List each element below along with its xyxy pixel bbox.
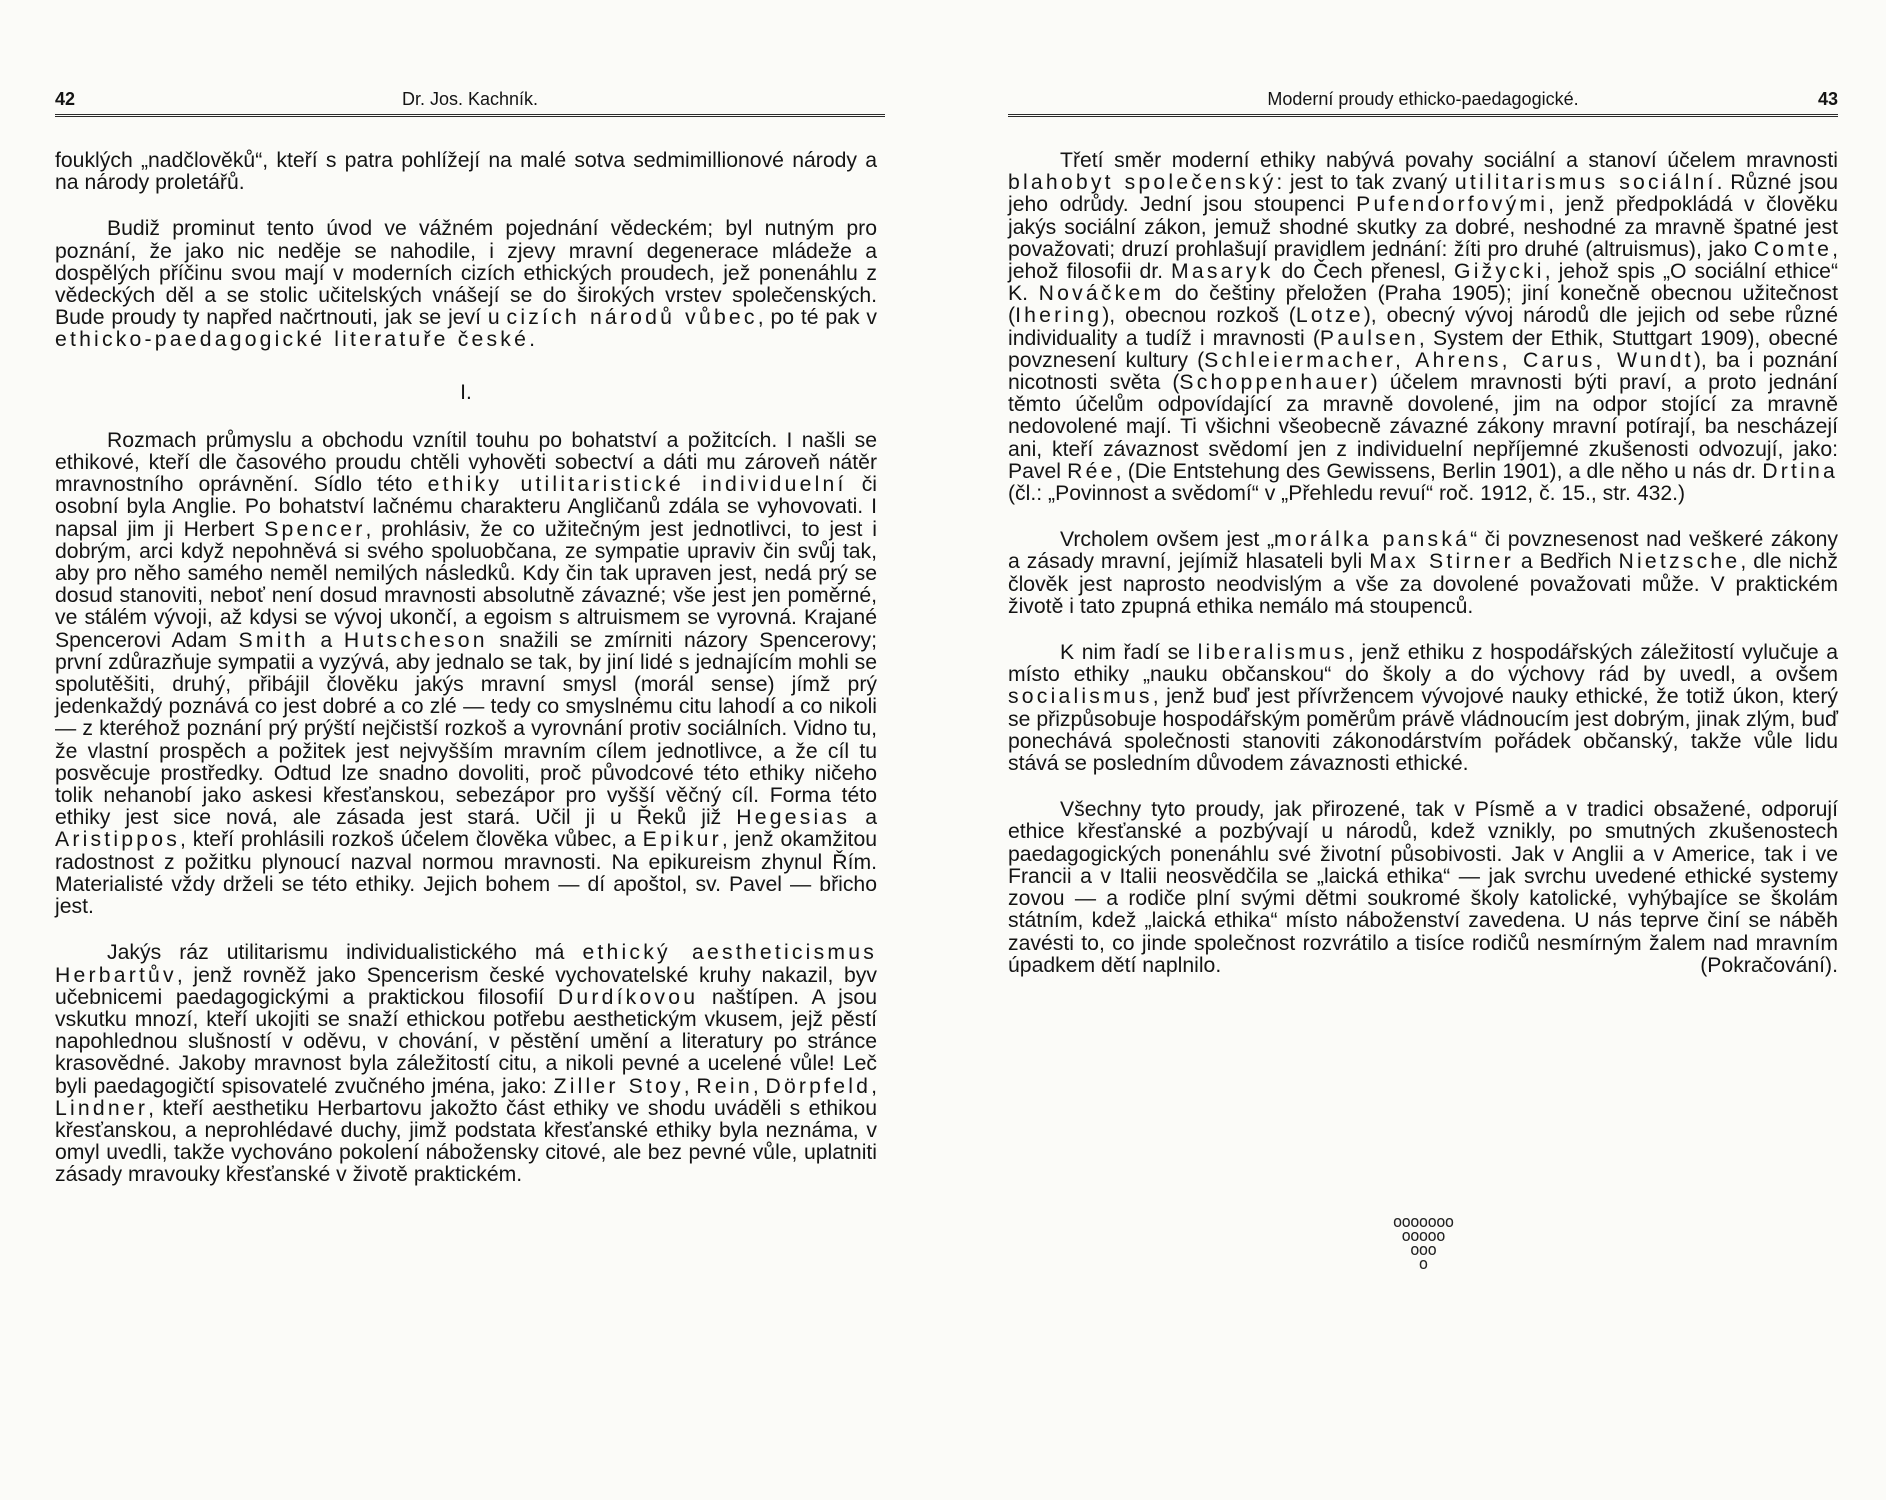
paragraph: K nim řadí se liberalismus, jenž ethiku z hospodářských záležitostí vylučuje a místo ethiky „nauku občanskou“ do školy a do výchovy rád by uvedl, a ovšem socialismus, jenž buď jest přívržencem vývojové nauky ethické, že totiž úkon, který se přizpůsobuje hospodářským poměrům právě vládnoucím jest dobrým, jinak zlým, buď ponechává společnosti stanoviti zákonodárstvím pořádek občanský, takže vůle lidu stává se posledním důvodem závaznosti ethické. xyxy=(1008,641,1838,776)
spaced-emphasis: Durdíkovou xyxy=(557,985,699,1009)
left-page xyxy=(55,0,905,1500)
spaced-emphasis: Nováčkem xyxy=(1038,282,1165,306)
running-title: Moderní proudy ethicko-paedagogické. xyxy=(1267,89,1579,109)
spaced-emphasis: Ziller Stoy xyxy=(553,1074,684,1098)
spaced-emphasis: Smith xyxy=(238,628,309,652)
spaced-emphasis: Pufendorfovými xyxy=(1356,193,1549,217)
spaced-emphasis: Rée xyxy=(1067,459,1116,483)
spaced-emphasis: Comte xyxy=(1753,237,1833,261)
ornament-row: ooooooo xyxy=(1392,1212,1454,1231)
spaced-emphasis: Aristippos xyxy=(55,828,181,852)
ornament-row: o xyxy=(1418,1254,1428,1273)
ornament-row: ooooo xyxy=(1401,1226,1445,1245)
running-head xyxy=(1008,88,1838,110)
spaced-emphasis: Epikur xyxy=(642,828,722,852)
spaced-emphasis: Lindner xyxy=(55,1096,149,1120)
ornament-row: ooo xyxy=(1410,1240,1436,1259)
tailpiece-ornament xyxy=(1323,1212,1523,1273)
header-rule xyxy=(1008,114,1838,117)
running-head xyxy=(55,88,885,110)
spaced-emphasis: Spencer xyxy=(264,517,366,541)
paragraph: fouklých „nadčlověků“, kteří s patra pohlížejí na malé sotva sedmimillionové národy a na národy proletářů. xyxy=(55,149,877,195)
spaced-emphasis: Drtina xyxy=(1762,459,1839,483)
header-rule xyxy=(55,114,885,117)
paragraph: Třetí směr moderní ethiky nabývá povahy sociální a stanoví účelem mravnosti blahobyt společenský: jest to tak zvaný utilitarismus sociální. Různé jsou jeho odrůdy. Jední jsou stoupenci Pufendorfovými, jenž předpokládá v člověku jakýs sociální zákon, jemuž shodné skutky za dobré, neshodné za mravně špatné jest považovati; druzí prohlašují pravidlem jednání: žíti pro druhé (altruismus), jako Comte, jehož filosofii dr. Masaryk do Čech přenesl, Gižycki, jehož spis „O sociální ethice“ K. Nováčkem do češtiny přeložen (Praha 1905); jiní konečně obecnou užitečnost (Ihering), obecnou rozkoš (Lotze), obecný vývoj národů dle jejich od sebe různé individuality a tudíž i mravnosti (Paulsen, System der Ethik, Stuttgart 1909), obecné povznesení kultury (Schleiermacher, Ahrens, Carus, Wundt), ba i poznání nicotnosti světa (Schoppenhauer) účelem mravnosti býti praví, a proto jednání těmto účelům odpovídající za mravně dovolené, jim na odpor stojící za mravně nedovolené mají. Ti všichni všeobecně závazné zákony mravní potírají, ba nescházejí ani, kteří závaznost svědomí jen z individuelní nepříjemné zkušenosti odvozují, jako: Pavel Rée, (Die Entstehung des Gewissens, Berlin 1901), a dle něho u nás dr. Drtina (čl.: „Povinnost a svědomí“ v „Přehledu revuí“ roč. 1912, č. 15., str. 432.) xyxy=(1008,149,1839,506)
continuation-note: (Pokračování). xyxy=(1700,953,1838,977)
spaced-emphasis: Max Stirner xyxy=(1369,550,1514,574)
spaced-emphasis: Hegesias xyxy=(736,806,851,830)
spaced-emphasis: Lotze xyxy=(1295,304,1364,328)
spaced-emphasis: Schoppenhauer xyxy=(1179,371,1371,395)
spaced-emphasis: Rein xyxy=(696,1074,753,1098)
section-number: I. xyxy=(460,380,472,404)
spaced-emphasis: Hutscheson xyxy=(343,628,488,652)
spaced-emphasis: Gižycki xyxy=(1454,260,1545,284)
paragraph: Jakýs ráz utilitarismu individualistického má ethický aestheticismus Herbartův, jenž rovněž jako Spencerism české vychovatelské kruhy nakazil, byv učebnicemi paedagogickými a praktickou filosofií Durdíkovou naštípen. A jsou vskutku mnozí, kteří ukojiti se snaží ethickou potřebu aesthetickým vkusem, jejž pěstí napohlednou slušností v oděvu, v chování, v pěstění umění a literatury po stránce krasovědné. Jakoby mravnost byla záležitostí citu, a nikoli pevné a ucelené vůle! Leč byli paedagogičtí spisovatelé zvučného jména, jako: Ziller Stoy, Rein, Dörpfeld, Lindner, kteří aesthetiku Herbartovu jakožto část ethiky ve shodu uváděli s ethikou křesťanskou, a neprohlédavé duchy, jimž podstata křesťanské ethiky byla neznáma, v omyl uvedli, takže vychováno pokolení nábožensky citové, ale bez pevné vůle, uplatniti zásady mravouky křesťanské v životě praktickém. xyxy=(55,941,878,1187)
spaced-emphasis: cizích národů vůbec xyxy=(506,306,758,330)
spaced-emphasis: morálka panská xyxy=(1274,528,1471,552)
spaced-emphasis: Nietzsche xyxy=(1618,550,1741,574)
spaced-emphasis: utilitarismus sociální xyxy=(1454,171,1717,195)
right-body-text xyxy=(1008,150,1838,977)
spaced-emphasis: blahobyt společenský xyxy=(1008,171,1277,195)
spaced-emphasis: Dörpfeld xyxy=(765,1074,872,1098)
paragraph: Vrcholem ovšem jest „morálka panská“ či povznesenost nad veškeré zákony a zásady mravní, jejímiž hlasateli byli Max Stirner a Bedřich Nietzsche, dle nichž člověk jest naprosto neodvislým a vše za dovolené považovati může. V praktickém životě i tato zpupná ethika nemálo má stoupenců. xyxy=(1008,528,1838,618)
spaced-emphasis: Masaryk xyxy=(1171,260,1274,284)
spaced-emphasis: ethiky utilitaristické individuelní xyxy=(427,473,847,497)
paragraph: Rozmach průmyslu a obchodu vznítil touhu po bohatství a požitcích. I našli se ethikové, kteří dle časového proudu chtěli vyhověti sobectví a dáti mu zároveň nátěr mravnostního oprávnění. Sídlo této ethiky utilitaristické individuelní či osobní byla Anglie. Po bohatství lačnému charakteru Angličanů zdála se vyhovovati. I napsal jim ji Herbert Spencer, prohlásiv, že co užitečným jest jednotlivci, to jest i dobrým, arci když nepohněvá si svého spoluobčana, ze sympatie upraviv čin svůj tak, aby pro něho samého neměl nemilých následků. Kdy čin tak upraven jest, nedá prý se dosud stanoviti, neboť není dosud mravnosti absolutně závazné; vše jest jen poměrné, ve stálém vývoji, až kdysi se vývoj ukončí, a egoism s altruismem se vyrovná. Krajané Spencerovi Adam Smith a Hutscheson snažili se zmírniti názory Spencerovy; první zdůrazňuje sympatii a vyzývá, aby jednalo se tak, by jiní lidé s jednajícím mohli se spolutěšiti, druhý, přibájil člověku jakýs mravní smysl (morál sense) jímž prý jedenkaždý poznává co jest dobré a co zlé — tedy co smyslnému citu lahodí a co nikoli — z kteréhož poznání prý prýští nejčistší rozkoš a vyrovnání protiv sociálních. Vidno tu, že vlastní prospěch a požitek jest nejvyšším mravním cílem jednotlivce, a že cíl tu posvěcuje prostředky. Odtud lze snadno dovoliti, proč původcové této ethiky ničeho tolik nehanobí jako askesi křesťanskou, sebezápor pro vyšší věčný cíl. Forma této ethiky jest sice nová, ale zásada jest stará. Učil ji u Řeků již Hegesias a Aristippos, kteří prohlásili rozkoš účelem člověka vůbec, a Epikur, jenž okamžitou radostnost z požitku plynoucí nazval normou mravnosti. Na epikureism zhynul Řím. Materialisté vždy drželi se této ethiky. Jejich bohem — dí apoštol, sv. Pavel — břicho jest. xyxy=(55,428,878,919)
running-title: Dr. Jos. Kachník. xyxy=(401,89,539,109)
spaced-emphasis: socialismus xyxy=(1008,685,1153,709)
paragraph: Všechny tyto proudy, jak přirozené, tak v Písmě a v tradici obsažené, odporují ethice křesťanské a pozbývají u národů, kdež vznikly, po smutných zkušenostech paedagogických ponenáhlu své životní působivosti. Jak v Anglii a v Americe, tak i ve Francii a v Italii neosvědčila se „laická ethika“ — jak svrchu uvedené ethické systemy zovou — a rodiče plní svými dětmi soukromé školy katolické, vyhýbajíce se školám státním, kdež „laická ethika“ místo náboženství zavedena. U nás teprve činí se náběh zavésti to, co jinde společnost rozvrátilo a tisíce rodičů nesmírným žalem nad mravním úpadkem dětí naplnilo. (Pokračování). xyxy=(1008,798,1838,977)
page-number: 42 xyxy=(55,89,76,109)
spaced-emphasis: liberalismus xyxy=(1197,641,1348,665)
spaced-emphasis: Ihering xyxy=(1015,304,1103,328)
left-body-text xyxy=(55,150,877,1187)
spaced-emphasis: Schleiermacher, Ahrens, Carus, Wundt xyxy=(1204,348,1694,372)
page-number: 43 xyxy=(1817,89,1838,109)
spaced-emphasis: Paulsen xyxy=(1319,326,1419,350)
paragraph: Budiž prominut tento úvod ve vážném pojednání vědeckém; byl nutným pro poznání, že jako nic neděje se nahodile, i zjevy mravní degenerace mládeže a dospělých příčinu svou mají v moderních cizích ethických proudech, jež ponenáhlu z vědeckých děl a se stolic učitelských vnášejí se do širokých vrstev společenských. Bude proudy ty napřed načrtnouti, jak se jeví u cizích národů vůbec, po té pak v ethicko-paedagogické literatuře české. xyxy=(55,217,877,352)
right-page xyxy=(1008,0,1858,1500)
spaced-emphasis: ethicko-paedagogické literatuře české xyxy=(55,328,530,352)
spaced-emphasis: ethický aestheticismus Herbartův xyxy=(55,941,877,987)
